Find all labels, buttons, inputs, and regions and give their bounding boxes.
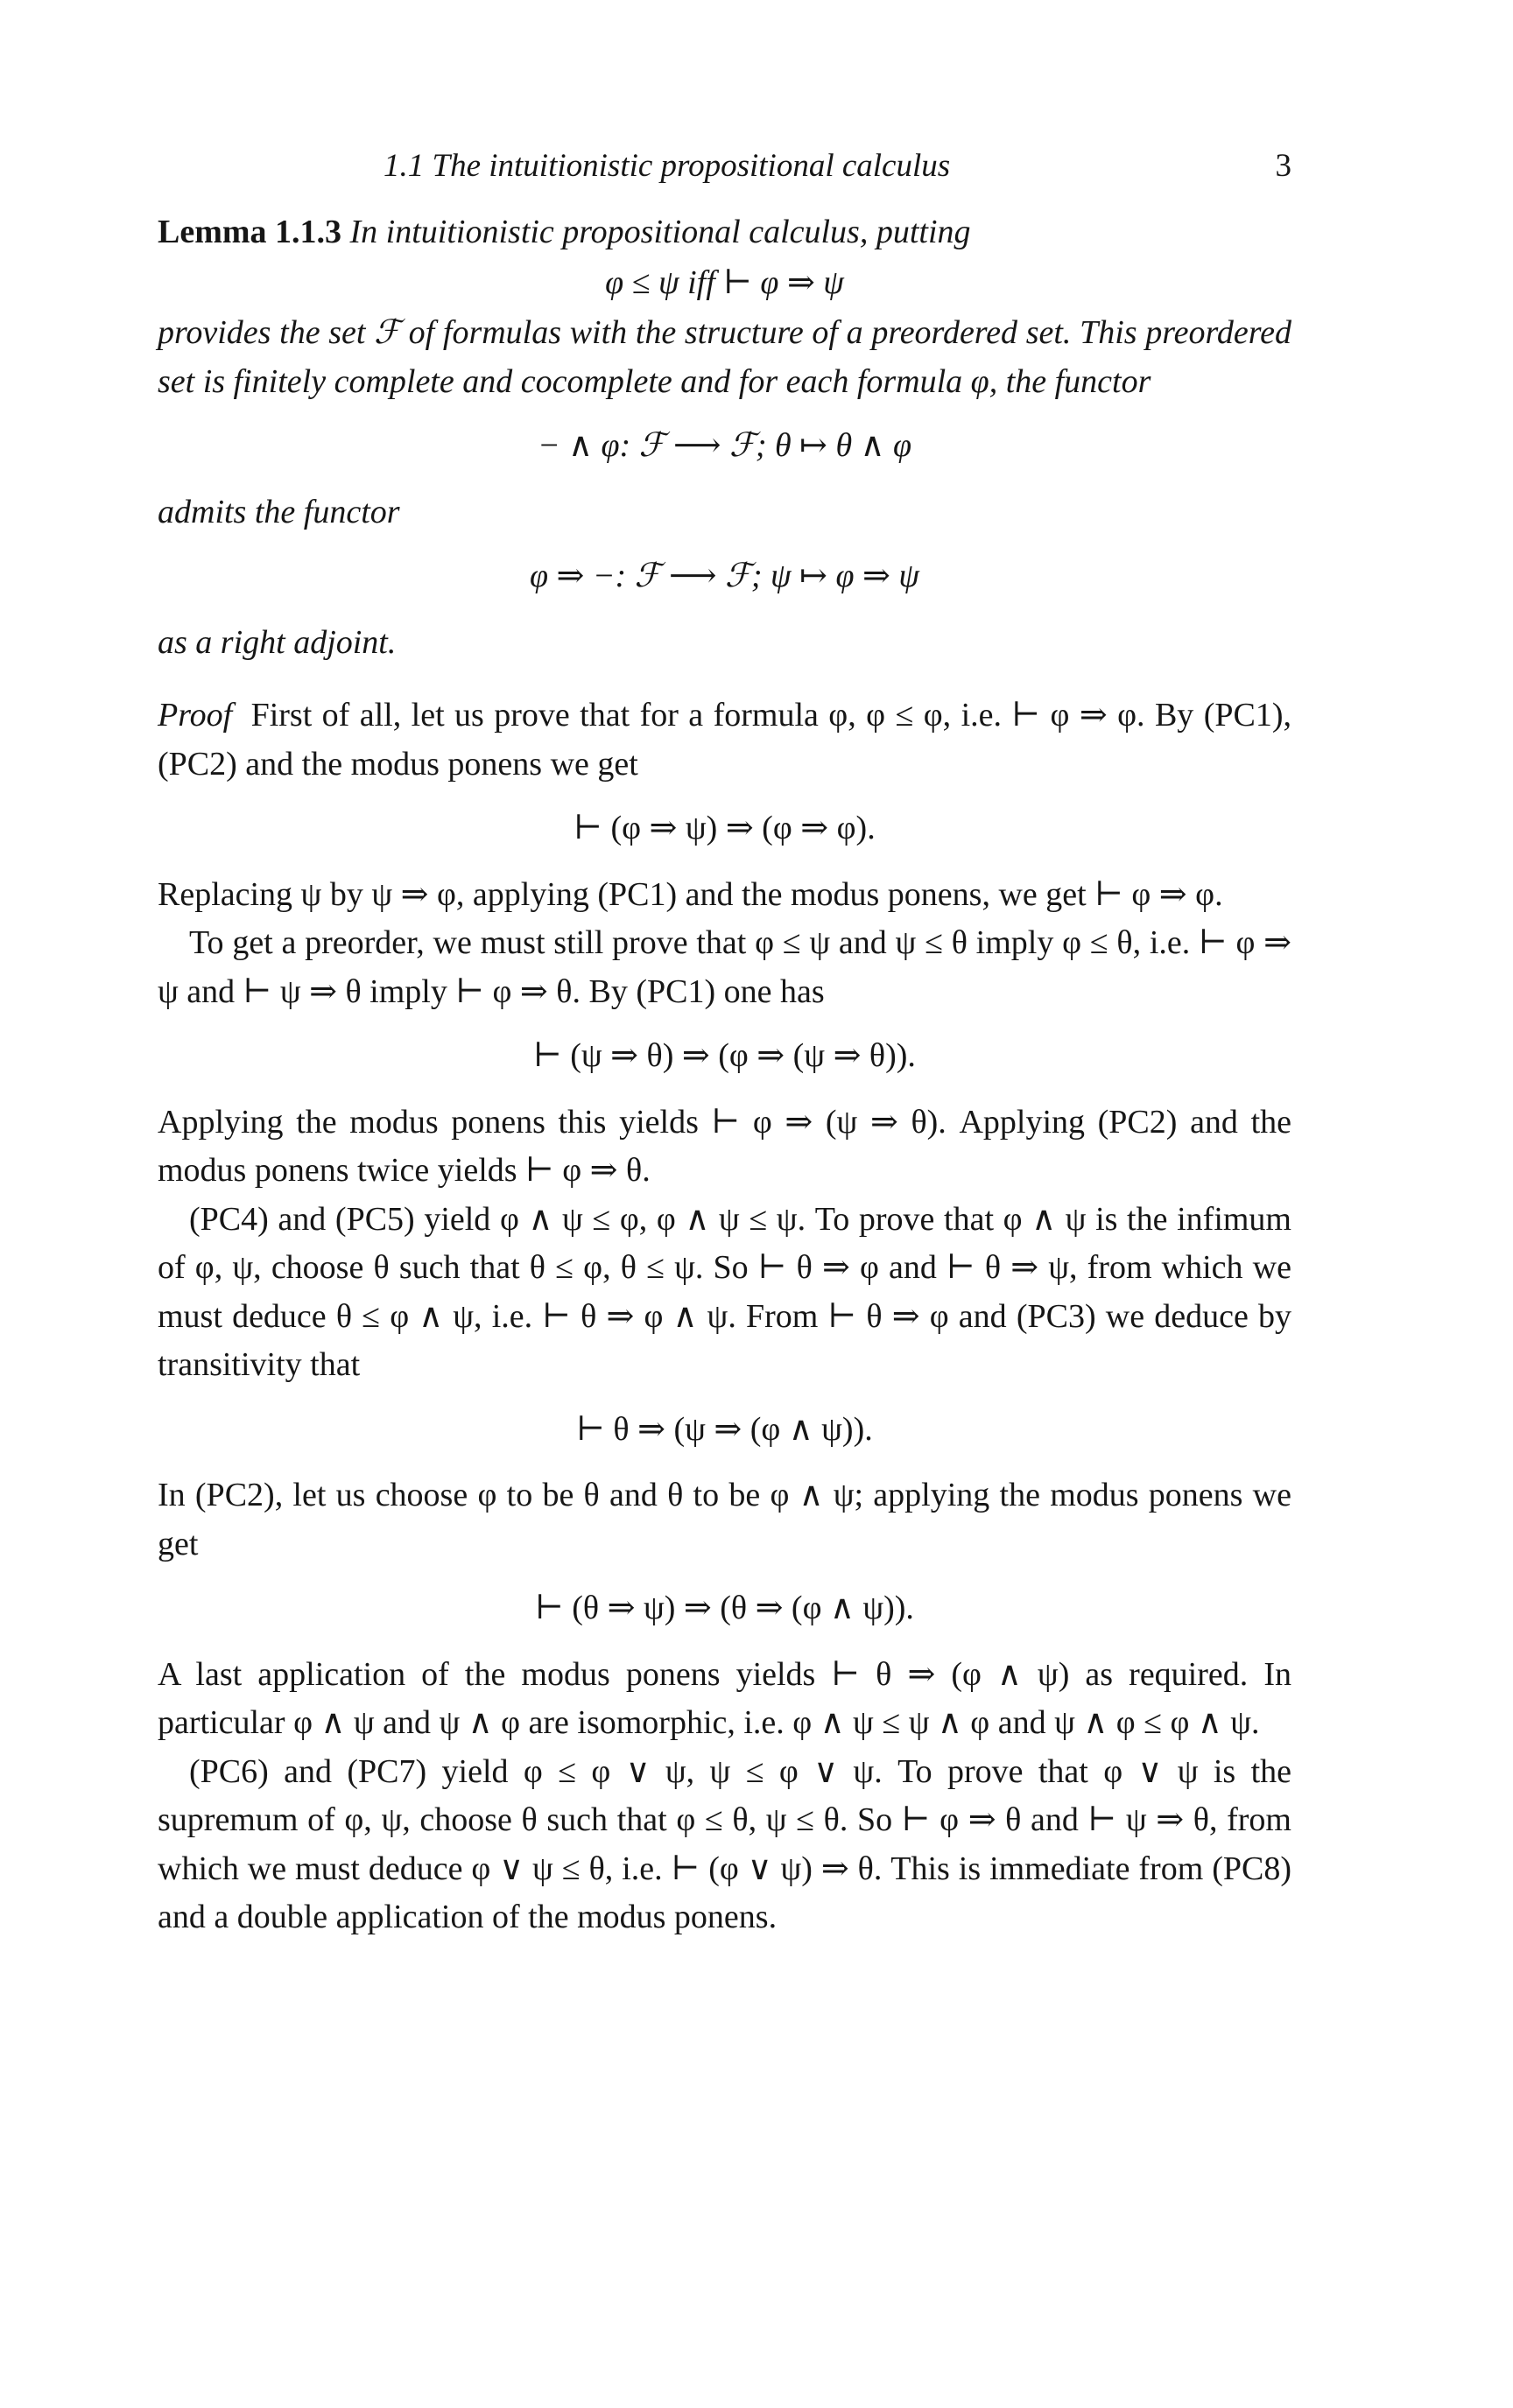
proof-paragraph-7: A last application of the modus ponens yields ⊢ θ ⇒ (φ ∧ ψ) as required. In particular φ ∧ ψ and ψ ∧ φ are isomorphic, i.e. φ ∧ ψ ≤ ψ ∧ φ and ψ ∧ φ ≤ φ ∧ ψ. xyxy=(158,1655,1291,1741)
lemma-intro-text: In intuitionistic propositional calculus, putting xyxy=(349,214,971,250)
equation-2: ⊢ (ψ ⇒ θ) ⇒ (φ ⇒ (ψ ⇒ θ)). xyxy=(533,1037,916,1074)
proof-paragraph-3: To get a preorder, we must still prove that φ ≤ ψ and ψ ≤ θ imply φ ≤ θ, i.e. ⊢ φ ⇒ ψ and ⊢ ψ ⇒ θ imply ⊢ φ ⇒ θ. By (PC1) one has xyxy=(158,924,1291,1010)
proof-paragraph-6: In (PC2), let us choose φ to be θ and θ to be φ ∧ ψ; applying the modus ponens we get xyxy=(158,1477,1291,1562)
lemma-text-2: admits the functor xyxy=(158,493,400,530)
proof-block xyxy=(158,692,1291,1942)
lemma-intro xyxy=(158,208,1291,257)
proof-p1-text: First of all, let us prove that for a formula φ, φ ≤ φ, i.e. ⊢ φ ⇒ φ. By (PC1), (PC2) and the modus ponens we get xyxy=(158,697,1292,783)
lemma-text-3: as a right adjoint. xyxy=(158,623,397,661)
proof-paragraph-5: (PC4) and (PC5) yield φ ∧ ψ ≤ φ, φ ∧ ψ ≤ ψ. To prove that φ ∧ ψ is the infimum of φ, ψ, choose θ such that θ ≤ φ, θ ≤ ψ. So ⊢ θ ⇒ φ and ⊢ θ ⇒ ψ, from which we must deduce θ ≤ φ ∧ ψ, i.e. ⊢ θ ⇒ φ ∧ ψ. From ⊢ θ ⇒ φ and (PC3) we deduce by transitivity that xyxy=(158,1200,1291,1383)
spacer xyxy=(158,667,1291,692)
page-number: 3 xyxy=(1275,148,1291,184)
proof-paragraph-4: Applying the modus ponens this yields ⊢ φ ⇒ (ψ ⇒ θ). Applying (PC2) and the modus ponens twice yields ⊢ φ ⇒ θ. xyxy=(158,1103,1291,1189)
lemma-text-1: provides the set ℱ of formulas with the structure of a preordered set. This preordered set is finitely complete and cocomplete and for each formula φ, the functor xyxy=(158,314,1291,400)
page-body xyxy=(158,208,1291,1942)
equation-1: ⊢ (φ ⇒ ψ) ⇒ (φ ⇒ φ). xyxy=(574,810,876,846)
proof-paragraph-1 xyxy=(158,692,1291,789)
equation-3: ⊢ θ ⇒ (ψ ⇒ (φ ∧ ψ)). xyxy=(576,1410,873,1448)
lemma-functor-1: − ∧ φ: ℱ ⟶ ℱ; θ ↦ θ ∧ φ xyxy=(537,427,912,464)
lemma-label: Lemma 1.1.3 xyxy=(158,214,342,250)
lemma-functor-2: φ ⇒ −: ℱ ⟶ ℱ; ψ ↦ φ ⇒ ψ xyxy=(530,558,919,594)
running-head: 1.1 The intuitionistic propositional calculus xyxy=(384,148,951,184)
lemma-definition: φ ≤ ψ iff ⊢ φ ⇒ ψ xyxy=(605,263,844,301)
equation-4: ⊢ (θ ⇒ ψ) ⇒ (θ ⇒ (φ ∧ ψ)). xyxy=(535,1590,914,1626)
proof-paragraph-8: (PC6) and (PC7) yield φ ≤ φ ∨ ψ, ψ ≤ φ ∨ ψ. To prove that φ ∨ ψ is the supremum of φ, ψ, choose θ such that φ ≤ θ, ψ ≤ θ. So ⊢ φ ⇒ θ and ⊢ ψ ⇒ θ, from which we must deduce φ ∨ ψ ≤ θ, i.e. ⊢ (φ ∨ ψ) ⇒ θ. This is immediate from (PC8) and a double application of the modus ponens. xyxy=(158,1752,1291,1935)
page-header xyxy=(158,147,1291,193)
lemma-block xyxy=(158,208,1291,667)
proof-paragraph-2: Replacing ψ by ψ ⇒ φ, applying (PC1) and the modus ponens, we get ⊢ φ ⇒ φ. xyxy=(158,875,1223,913)
proof-label: Proof xyxy=(158,697,233,734)
